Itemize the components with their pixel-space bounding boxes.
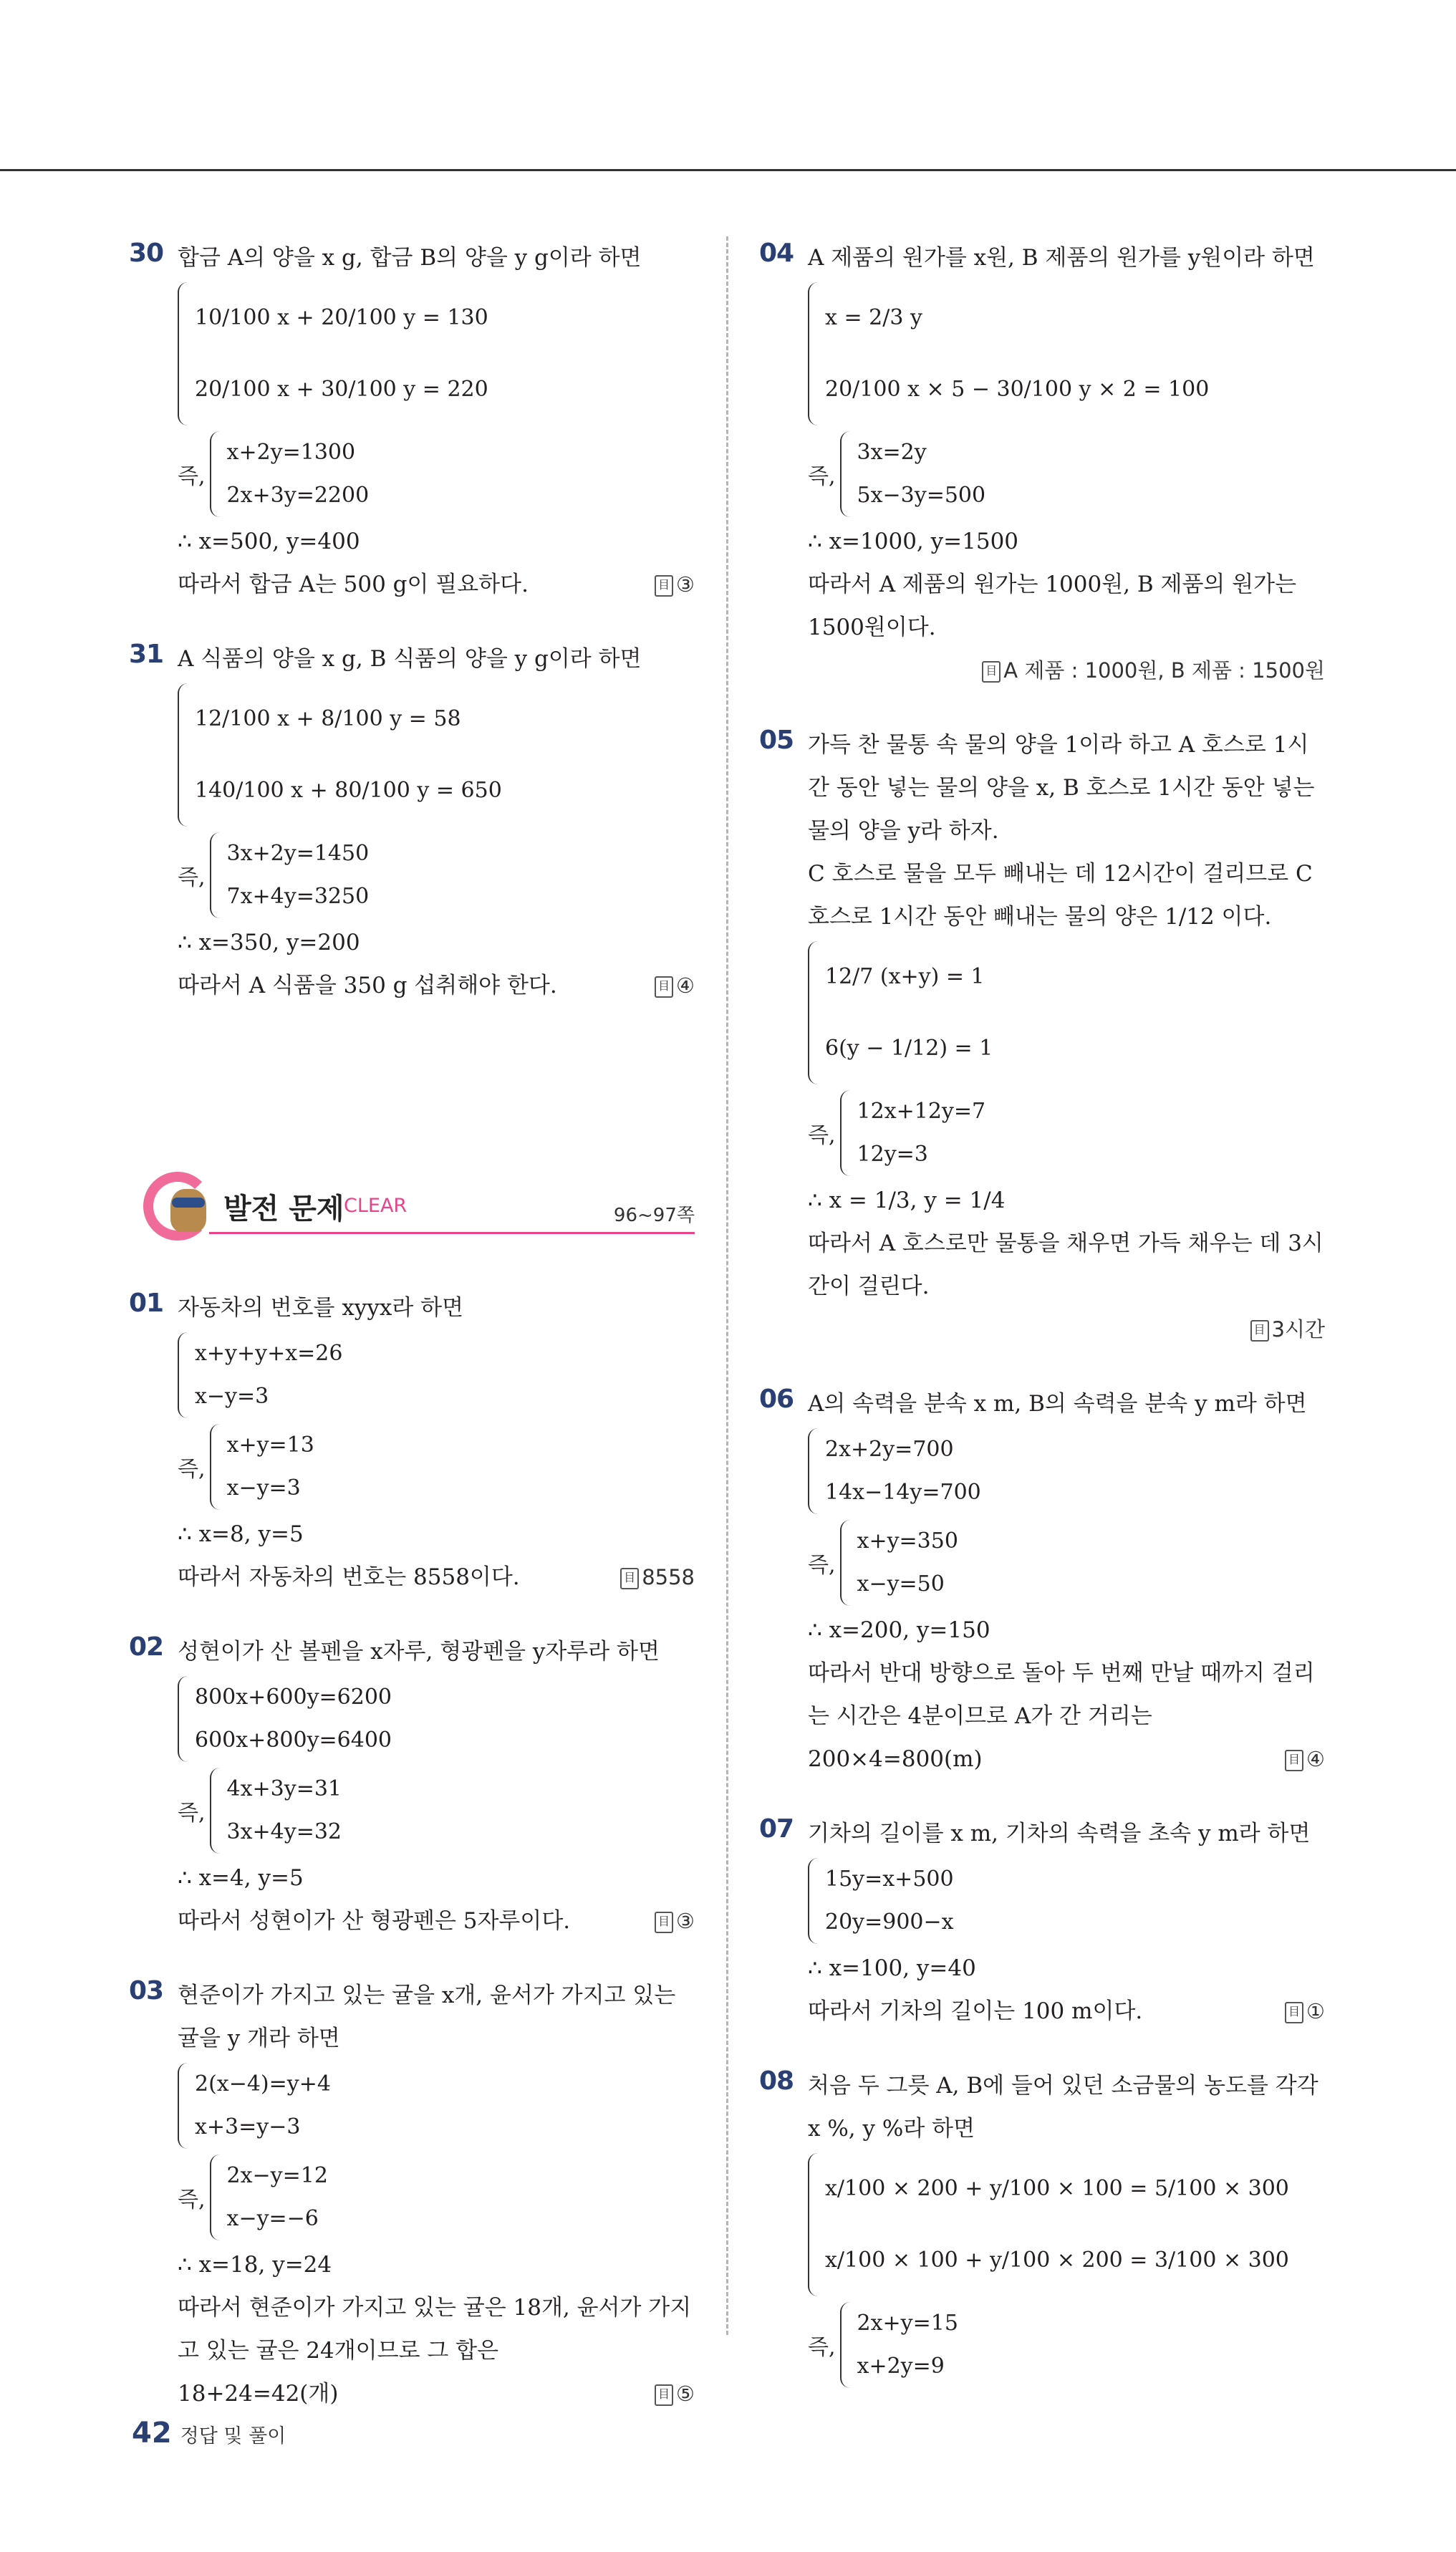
brace-icon bbox=[808, 1428, 819, 1514]
conclusion: 따라서 A 식품을 350 g 섭취해야 한다. bbox=[178, 973, 557, 998]
simplified-system bbox=[808, 1517, 1325, 1609]
answer bbox=[620, 1556, 695, 1599]
top-rule bbox=[0, 169, 1456, 171]
problem-note: C 호스로 물을 모두 빼내는 데 12시간이 걸리므로 C 호스로 1시간 동안 빼내는 물의 양은 1/12 이다. bbox=[808, 861, 1313, 930]
problem-intro: A의 속력을 분속 x m, B의 속력을 분속 y m라 하면 bbox=[808, 1391, 1307, 1417]
equation: 7x+4y=3250 bbox=[226, 884, 370, 909]
equation-system bbox=[808, 1428, 1325, 1514]
answer-icon: 目 bbox=[655, 2384, 673, 2406]
brace-icon bbox=[178, 683, 189, 827]
brace-icon bbox=[178, 282, 189, 425]
equation: x/100 × 200 + y/100 × 100 = 5/100 × 300 bbox=[825, 2176, 1289, 2201]
equation: 2x+y=15 bbox=[857, 2311, 958, 2336]
equation: x+y=350 bbox=[857, 1528, 958, 1554]
equation: 2(x−4)=y+4 bbox=[195, 2071, 331, 2096]
problem-number: 02 bbox=[129, 1632, 164, 1662]
problem-number: 30 bbox=[129, 239, 164, 268]
equation: 20y=900−x bbox=[825, 1910, 954, 1935]
answer-value: ④ bbox=[1306, 1747, 1325, 1771]
answer-icon: 目 bbox=[1250, 1320, 1269, 1342]
page-footer bbox=[132, 2417, 286, 2450]
answer-value: ① bbox=[1306, 1999, 1325, 2023]
answer bbox=[655, 563, 695, 606]
problem-number: 06 bbox=[759, 1385, 794, 1414]
answer-icon: 目 bbox=[620, 1568, 639, 1589]
answer-icon: 目 bbox=[655, 575, 673, 597]
equation: x+2y=1300 bbox=[226, 440, 356, 465]
brace-icon bbox=[210, 431, 221, 517]
answer-icon: 目 bbox=[982, 661, 1001, 683]
ji-label: 즉, bbox=[178, 2187, 206, 2212]
equation: 10/100 x + 20/100 y = 130 bbox=[195, 305, 488, 330]
conclusion: 따라서 기차의 길이는 100 m이다. bbox=[808, 1998, 1143, 2024]
equation-system bbox=[178, 2063, 695, 2149]
therefore-line: ∴ x=350, y=200 bbox=[178, 930, 360, 955]
answer-value: 8558 bbox=[642, 1565, 695, 1589]
therefore-line: ∴ x=18, y=24 bbox=[178, 2252, 332, 2278]
equation: 140/100 x + 80/100 y = 650 bbox=[195, 778, 502, 803]
equation: x+2y=9 bbox=[857, 2354, 945, 2379]
answer-icon: 目 bbox=[655, 976, 673, 998]
equation: 2x+3y=2200 bbox=[226, 483, 370, 508]
section-badge: CLEAR bbox=[344, 1195, 408, 1217]
ji-label: 즉, bbox=[808, 1123, 836, 1148]
equation: 15y=x+500 bbox=[825, 1867, 954, 1892]
section-header bbox=[129, 1172, 695, 1258]
brace-icon bbox=[210, 2154, 221, 2240]
page-number: 42 bbox=[132, 2417, 172, 2450]
equation: 4x+3y=31 bbox=[226, 1776, 342, 1801]
answer-icon: 目 bbox=[1285, 2002, 1303, 2023]
equation: x/100 × 100 + y/100 × 200 = 3/100 × 300 bbox=[825, 2248, 1289, 2273]
therefore-line: ∴ x=500, y=400 bbox=[178, 529, 360, 554]
answer bbox=[1285, 1990, 1325, 2033]
equation: x+y+y+x=26 bbox=[195, 1341, 343, 1366]
equation-system bbox=[808, 282, 1325, 425]
problem-07 bbox=[759, 1812, 1325, 2033]
equation: 6(y − 1/12) = 1 bbox=[825, 1036, 993, 1061]
equation: 3x+4y=32 bbox=[226, 1819, 342, 1844]
brace-icon bbox=[178, 2063, 189, 2149]
therefore-line: ∴ x=200, y=150 bbox=[808, 1617, 990, 1643]
equation: 20/100 x × 5 − 30/100 y × 2 = 100 bbox=[825, 377, 1210, 402]
equation-system bbox=[178, 1332, 695, 1418]
equation: 3x+2y=1450 bbox=[226, 841, 370, 866]
conclusion-row bbox=[808, 1990, 1325, 2033]
conclusion: 따라서 성현이가 산 형광펜은 5자루이다. bbox=[178, 1908, 571, 1934]
section-pages: 96~97쪽 bbox=[613, 1205, 695, 1226]
problem-30 bbox=[129, 236, 695, 606]
conclusion-row bbox=[178, 964, 695, 1007]
ji-label: 즉, bbox=[178, 865, 206, 890]
ji-label: 즉, bbox=[178, 1457, 206, 1482]
section-rule bbox=[209, 1232, 695, 1234]
equation: x+3=y−3 bbox=[195, 2114, 301, 2139]
simplified-system bbox=[178, 428, 695, 520]
equation-system bbox=[808, 1858, 1325, 1944]
conclusion: 따라서 자동차의 번호는 8558이다. bbox=[178, 1564, 520, 1590]
equation: 12x+12y=7 bbox=[857, 1099, 986, 1124]
conclusion-row bbox=[178, 1556, 695, 1599]
equation: x−y=3 bbox=[195, 1384, 269, 1409]
problem-05 bbox=[759, 723, 1325, 1351]
conclusion-row bbox=[178, 1899, 695, 1942]
conclusion: 따라서 A 호스로만 물통을 채우면 가득 채우는 데 3시간이 걸린다. bbox=[808, 1231, 1324, 1299]
problem-intro: 처음 두 그릇 A, B에 들어 있던 소금물의 농도를 각각 x %, y %라 하면 bbox=[808, 2073, 1318, 2142]
problem-number: 04 bbox=[759, 239, 794, 268]
simplified-system bbox=[178, 1421, 695, 1513]
ji-label: 즉, bbox=[178, 1801, 206, 1826]
equation: 2x−y=12 bbox=[226, 2163, 328, 2188]
brace-icon bbox=[840, 1090, 852, 1176]
equation: x−y=3 bbox=[226, 1475, 301, 1501]
problem-number: 05 bbox=[759, 726, 794, 755]
simplified-system bbox=[808, 1087, 1325, 1179]
equation-system bbox=[178, 683, 695, 827]
answer-value: ⑤ bbox=[676, 2382, 695, 2406]
mascot-glasses-icon bbox=[172, 1198, 205, 1208]
problem-01 bbox=[129, 1286, 695, 1599]
answer-value: A 제품 : 1000원, B 제품 : 1500원 bbox=[1003, 658, 1325, 683]
problem-06 bbox=[759, 1382, 1325, 1781]
problem-08 bbox=[759, 2064, 1325, 2391]
problem-number: 31 bbox=[129, 640, 164, 669]
conclusion: 따라서 반대 방향으로 돌아 두 번째 만날 때까지 걸리는 시간은 4분이므로 A가 간 거리는 bbox=[808, 1660, 1315, 1729]
conclusion: 따라서 A 제품의 원가는 1000원, B 제품의 원가는 1500원이다. bbox=[808, 572, 1297, 640]
column-divider bbox=[726, 236, 728, 2335]
result: 18+24=42(개) bbox=[178, 2381, 339, 2407]
equation-system bbox=[808, 941, 1325, 1084]
problem-number: 07 bbox=[759, 1814, 794, 1844]
conclusion-row bbox=[808, 649, 1325, 692]
section-title: 발전 문제 bbox=[223, 1193, 344, 1226]
simplified-system bbox=[178, 2152, 695, 2243]
equation: x−y=50 bbox=[857, 1571, 945, 1597]
problem-number: 01 bbox=[129, 1289, 164, 1318]
simplified-system bbox=[178, 1765, 695, 1857]
footer-label: 정답 및 풀이 bbox=[180, 2425, 286, 2447]
result: 200×4=800(m) bbox=[808, 1746, 983, 1772]
therefore-line: ∴ x=1000, y=1500 bbox=[808, 529, 1019, 554]
ji-label: 즉, bbox=[808, 1553, 836, 1578]
answer-value: ③ bbox=[676, 572, 695, 597]
conclusion-row bbox=[808, 1738, 1325, 1781]
equation: 800x+600y=6200 bbox=[195, 1685, 392, 1710]
brace-icon bbox=[178, 1332, 189, 1418]
conclusion-row bbox=[808, 1308, 1325, 1351]
problem-03 bbox=[129, 1974, 695, 2415]
answer bbox=[655, 2372, 695, 2415]
equation: 5x−3y=500 bbox=[857, 483, 986, 508]
answer-value: ③ bbox=[676, 1909, 695, 1933]
answer bbox=[1250, 1308, 1325, 1351]
brace-icon bbox=[808, 941, 819, 1084]
problem-intro: 합금 A의 양을 x g, 합금 B의 양을 y g이라 하면 bbox=[178, 245, 642, 271]
problem-intro: A 제품의 원가를 x원, B 제품의 원가를 y원이라 하면 bbox=[808, 245, 1315, 271]
problem-02 bbox=[129, 1630, 695, 1942]
answer-value: 3시간 bbox=[1271, 1317, 1325, 1342]
equation-system bbox=[808, 2153, 1325, 2296]
ji-label: 즉, bbox=[808, 464, 836, 489]
brace-icon bbox=[210, 1768, 221, 1854]
equation: 12y=3 bbox=[857, 1142, 928, 1167]
problem-04 bbox=[759, 236, 1325, 692]
problem-intro: 가득 찬 물통 속 물의 양을 1이라 하고 A 호스로 1시간 동안 넣는 물의 양을 x, B 호스로 1시간 동안 넣는 물의 양을 y라 하자. bbox=[808, 732, 1315, 844]
brace-icon bbox=[840, 2302, 852, 2388]
conclusion: 따라서 합금 A는 500 g이 필요하다. bbox=[178, 572, 529, 597]
equation: x−y=−6 bbox=[226, 2206, 319, 2231]
problem-intro: A 식품의 양을 x g, B 식품의 양을 y g이라 하면 bbox=[178, 646, 642, 672]
equation: 12/100 x + 8/100 y = 58 bbox=[195, 706, 461, 731]
brace-icon bbox=[210, 1424, 221, 1510]
brace-icon bbox=[840, 1520, 852, 1606]
equation: x+y=13 bbox=[226, 1433, 314, 1458]
problem-intro: 기차의 길이를 x m, 기차의 속력을 초속 y m라 하면 bbox=[808, 1821, 1311, 1846]
problem-intro: 현준이가 가지고 있는 귤을 x개, 윤서가 가지고 있는 귤을 y 개라 하면 bbox=[178, 1983, 676, 2051]
equation: 20/100 x + 30/100 y = 220 bbox=[195, 377, 488, 402]
conclusion-row bbox=[178, 563, 695, 606]
therefore-line: ∴ x=8, y=5 bbox=[178, 1521, 304, 1547]
left-column bbox=[129, 236, 695, 2447]
problem-intro: 성현이가 산 볼펜을 x자루, 형광펜을 y자루라 하면 bbox=[178, 1639, 660, 1665]
answer bbox=[655, 964, 695, 1007]
equation-system bbox=[178, 282, 695, 425]
answer bbox=[655, 1899, 695, 1942]
equation: 14x−14y=700 bbox=[825, 1480, 981, 1505]
equation: 600x+800y=6400 bbox=[195, 1728, 392, 1753]
brace-icon bbox=[178, 1676, 189, 1762]
answer-value: ④ bbox=[676, 973, 695, 998]
brace-icon bbox=[210, 832, 221, 918]
therefore-line: ∴ x = 1/3, y = 1/4 bbox=[808, 1188, 1006, 1213]
ji-label: 즉, bbox=[178, 464, 206, 489]
equation: 12/7 (x+y) = 1 bbox=[825, 964, 985, 989]
brace-icon bbox=[840, 431, 852, 517]
simplified-system bbox=[178, 829, 695, 921]
brace-icon bbox=[808, 282, 819, 425]
simplified-system bbox=[808, 2299, 1325, 2391]
mascot-icon bbox=[170, 1189, 206, 1232]
equation: 2x+2y=700 bbox=[825, 1437, 954, 1462]
answer bbox=[1285, 1738, 1325, 1781]
therefore-line: ∴ x=100, y=40 bbox=[808, 1955, 976, 1981]
right-column bbox=[759, 236, 1325, 2422]
conclusion-row bbox=[178, 2372, 695, 2415]
conclusion: 따라서 현준이가 가지고 있는 귤은 18개, 윤서가 가지고 있는 귤은 24개이므로 그 합은 bbox=[178, 2295, 692, 2364]
problem-number: 03 bbox=[129, 1976, 164, 2006]
equation: 3x=2y bbox=[857, 440, 927, 465]
therefore-line: ∴ x=4, y=5 bbox=[178, 1865, 304, 1891]
brace-icon bbox=[808, 2153, 819, 2296]
equation-system bbox=[178, 1676, 695, 1762]
problem-31 bbox=[129, 637, 695, 1007]
answer bbox=[982, 649, 1325, 692]
simplified-system bbox=[808, 428, 1325, 520]
brace-icon bbox=[808, 1858, 819, 1944]
answer-icon: 目 bbox=[655, 1912, 673, 1933]
equation: x = 2/3 y bbox=[825, 305, 922, 330]
answer-icon: 目 bbox=[1285, 1750, 1303, 1771]
problem-number: 08 bbox=[759, 2066, 794, 2096]
ji-label: 즉, bbox=[808, 2335, 836, 2360]
problem-intro: 자동차의 번호를 xyyx라 하면 bbox=[178, 1295, 464, 1321]
